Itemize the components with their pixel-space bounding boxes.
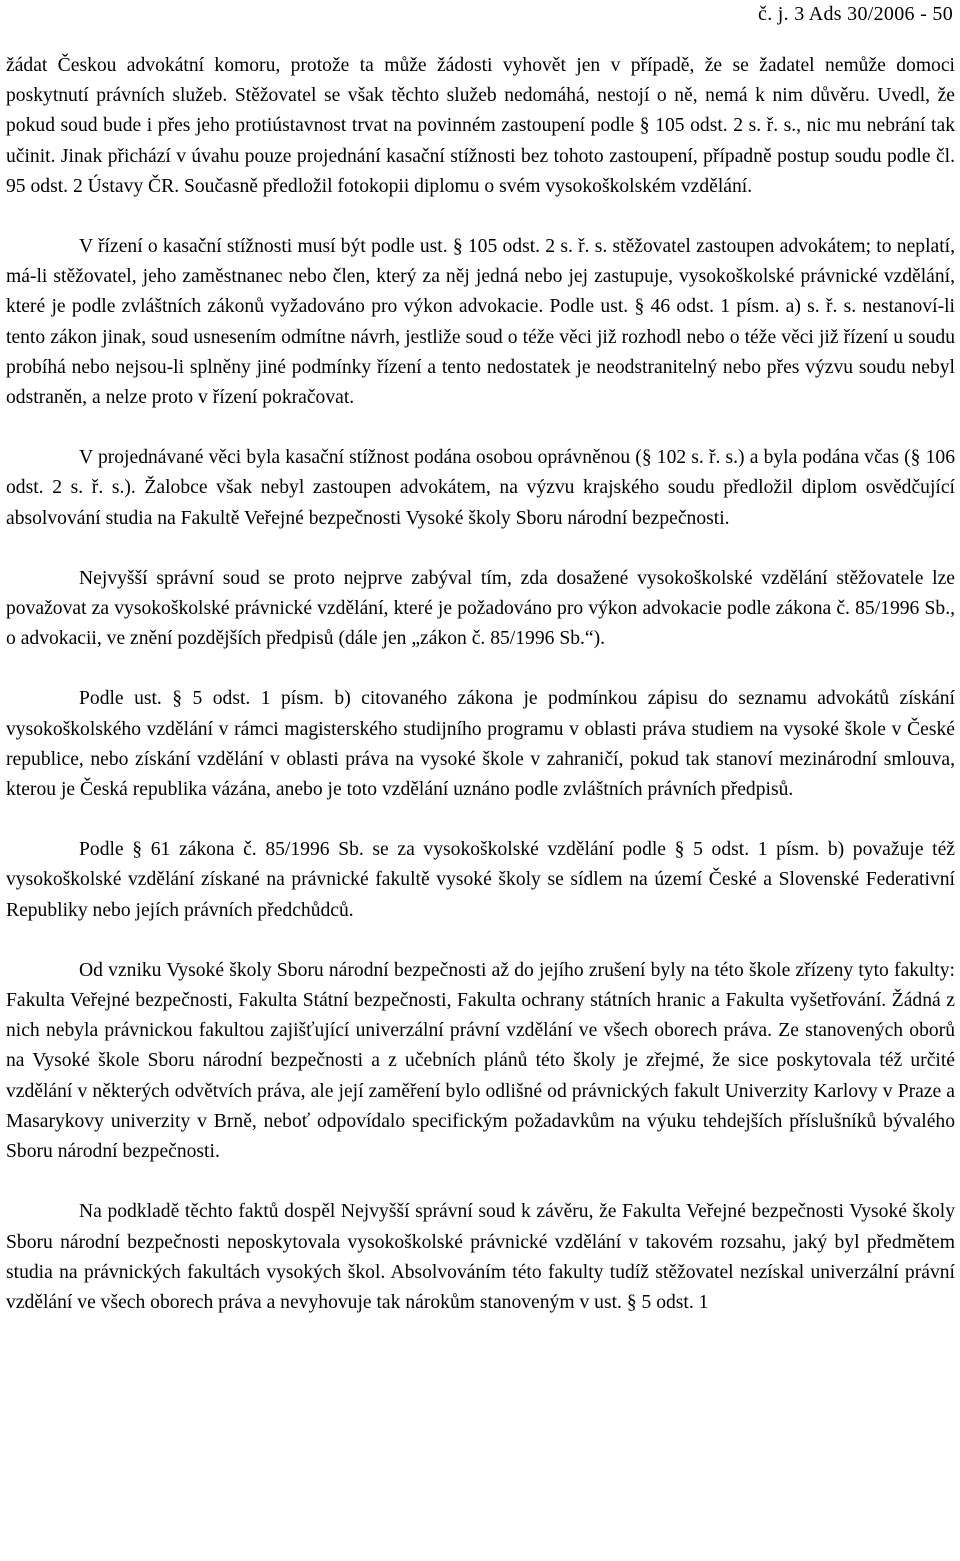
- case-reference-number: č. j. 3 Ads 30/2006 - 50: [758, 3, 953, 25]
- paragraph-legal-requirement: V řízení o kasační stížnosti musí být podle ust. § 105 odst. 2 s. ř. s. stěžovatel zastoupen advokátem; to neplatí, má-li stěžovatel, jeho zaměstnanec nebo člen, který za něj jedná nebo jej zastupuje, vysokoškolské právnické vzdělání, které je podle zvláštních zákonů vyžadováno pro výkon advokacie. Podle ust. § 46 odst. 1 písm. a) s. ř. s. nestanoví-li tento zákon jinak, soud usnesením odmítne návrh, jestliže soud o téže věci již rozhodl nebo o téže věci již řízení u soudu probíhá nebo nejsou-li splněny jiné podmínky řízení a tento nedostatek je neodstranitelný nebo přes výzvu soudu nebyl odstraněn, a nelze proto v řízení pokračovat.: [6, 236, 955, 409]
- paragraph-section-5: Podle ust. § 5 odst. 1 písm. b) citovaného zákona je podmínkou zápisu do seznamu advokátů získání vysokoškolského vzdělání v rámci magisterského studijního programu v oblasti práva studiem na vysoké škole v České republice, nebo získání vzdělání v oblasti práva na vysoké škole v zahraničí, pokud tak stanoví mezinárodní smlouva, kterou je Česká republika vázána, anebo je toto vzdělání uznáno podle zvláštních právních předpisů.: [6, 688, 955, 801]
- paragraph-continued: žádat Českou advokátní komoru, protože ta může žádosti vyhovět jen v případě, že se žadatel nemůže domoci poskytnutí právních služeb. Stěžovatel se však těchto služeb nedomáhá, nestojí o ně, nemá k nim důvěru. Uvedl, že pokud soud bude i přes jeho protiústavnost trvat na povinném zastoupení podle § 105 odst. 2 s. ř. s., nic mu nebrání tak učinit. Jinak přichází v úvahu pouze projednání kasační stížnosti bez tohoto zastoupení, případně postup soudu podle čl. 95 odst. 2 Ústavy ČR. Současně předložil fotokopii diplomu o svém vysokoškolském vzdělání.: [6, 55, 955, 197]
- paragraph-section-61: Podle § 61 zákona č. 85/1996 Sb. se za vysokoškolské vzdělání podle § 5 odst. 1 písm. b) považuje též vysokoškolské vzdělání získané na právnické fakultě vysoké školy se sídlem na území České a Slovenské Federativní Republiky nebo jejích právních předchůdců.: [6, 839, 955, 921]
- paragraph-court-question: Nejvyšší správní soud se proto nejprve zabýval tím, zda dosažené vysokoškolské vzdělání stěžovatele lze považovat za vysokoškolské právnické vzdělání, které je požadováno pro výkon advokacie podle zákona č. 85/1996 Sb., o advokacii, ve znění pozdějších předpisů (dále jen „zákon č. 85/1996 Sb.“).: [6, 567, 955, 650]
- paragraph-faculties: Od vzniku Vysoké školy Sboru národní bezpečnosti až do jejího zrušení byly na této škole zřízeny tyto fakulty: Fakulta Veřejné bezpečnosti, Fakulta Státní bezpečnosti, Fakulta ochrany státních hranic a Fakulta vyšetřování. Žádná z nich nebyla právnickou fakultou zajišťující univerzální právní vzdělání ve všech oborech práva. Ze stanovených oborů na Vysoké škole Sboru národní bezpečnosti a z učebních plánů této školy je zřejmé, že sice poskytovala též určité vzdělání v některých odvětvích práva, ale její zaměření bylo odlišné od právnických fakult Univerzity Karlovy v Praze a Masarykovy univerzity v Brně, neboť odpovídalo specifickým požadavkům na výuku tehdejších příslušníků bývalého Sboru národní bezpečnosti.: [6, 959, 955, 1163]
- document-page: [6, 0, 955, 1561]
- paragraph-case-facts: V projednávané věci byla kasační stížnost podána osobou oprávněnou (§ 102 s. ř. s.) a byla podána včas (§ 106 odst. 2 s. ř. s.). Žalobce však nebyl zastoupen advokátem, na výzvu krajského soudu předložil diplom osvědčující absolvování studia na Fakultě Veřejné bezpečnosti Vysoké školy Sboru národní bezpečnosti.: [6, 447, 955, 529]
- paragraph-conclusion: Na podkladě těchto faktů dospěl Nejvyšší správní soud k závěru, že Fakulta Veřejné bezpečnosti Vysoké školy Sboru národní bezpečnosti neposkytovala vysokoškolské právnické vzdělání v takovém rozsahu, jaký byl předmětem studia na právnických fakultách vysokých škol. Absolvováním této fakulty tudíž stěžovatel nezískal univerzální právní vzdělání ve všech oborech práva a nevyhovuje tak nárokům stanoveným v ust. § 5 odst. 1: [6, 1201, 955, 1313]
- document-body: [6, 51, 955, 1348]
